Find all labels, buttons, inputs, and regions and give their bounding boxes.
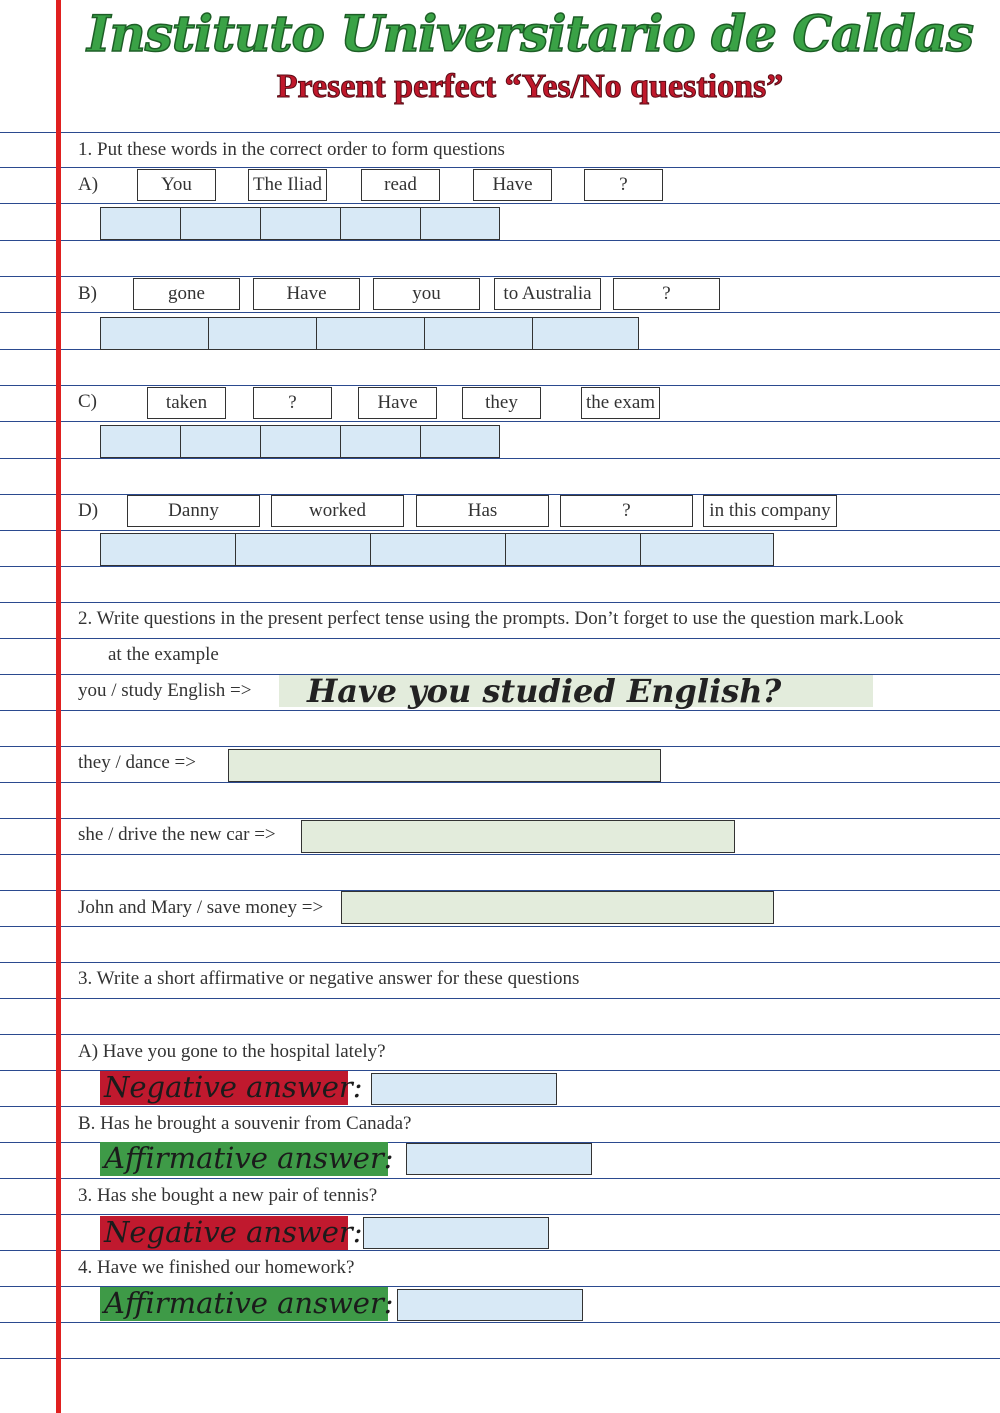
word-tile[interactable]: Danny bbox=[127, 495, 260, 527]
section1-instruction: 1. Put these words in the correct order to form questions bbox=[78, 139, 505, 160]
item-d-label: D) bbox=[78, 500, 99, 521]
item-c-label: C) bbox=[78, 391, 97, 412]
ruled-line bbox=[0, 1358, 1000, 1359]
question-text: 4. Have we finished our homework? bbox=[78, 1257, 355, 1278]
word-tile[interactable]: The Iliad bbox=[248, 169, 327, 201]
ruled-line bbox=[0, 167, 1000, 168]
ruled-line bbox=[0, 421, 1000, 422]
prompt-label: she / drive the new car => bbox=[78, 824, 276, 845]
ruled-line bbox=[0, 782, 1000, 783]
margin-line bbox=[56, 0, 61, 1413]
ruled-line bbox=[0, 203, 1000, 204]
ruled-line bbox=[0, 1034, 1000, 1035]
drop-slot[interactable] bbox=[100, 533, 236, 566]
question-input[interactable] bbox=[301, 820, 735, 853]
short-answer-input[interactable] bbox=[371, 1073, 557, 1105]
ruled-line bbox=[0, 276, 1000, 277]
question-input[interactable] bbox=[341, 891, 774, 924]
ruled-line bbox=[0, 240, 1000, 241]
ruled-line bbox=[0, 132, 1000, 133]
drop-slot[interactable] bbox=[340, 207, 421, 240]
drop-slot[interactable] bbox=[260, 207, 341, 240]
ruled-line bbox=[0, 1322, 1000, 1323]
ruled-line bbox=[0, 1178, 1000, 1179]
topic-title: Present perfect “Yes/No questions” bbox=[276, 68, 784, 105]
institution-title: Instituto Universitario de Caldas bbox=[86, 4, 974, 63]
ruled-line bbox=[0, 385, 1000, 386]
item-a-label: A) bbox=[78, 174, 99, 195]
drop-slot[interactable] bbox=[420, 425, 500, 458]
word-tile[interactable]: worked bbox=[271, 495, 404, 527]
negative-answer-label: Negative answer: bbox=[100, 1216, 348, 1250]
word-tile[interactable]: Have bbox=[358, 387, 437, 419]
ruled-line bbox=[0, 1106, 1000, 1107]
word-tile[interactable]: taken bbox=[147, 387, 226, 419]
question-text: B. Has he brought a souvenir from Canada? bbox=[78, 1113, 412, 1134]
ruled-line bbox=[0, 818, 1000, 819]
question-input[interactable] bbox=[228, 749, 661, 782]
ruled-line bbox=[0, 530, 1000, 531]
ruled-line bbox=[0, 998, 1000, 999]
word-tile[interactable]: in this company bbox=[703, 495, 837, 527]
item-b-label: B) bbox=[78, 283, 97, 304]
ruled-line bbox=[0, 638, 1000, 639]
word-tile[interactable]: ? bbox=[253, 387, 332, 419]
word-tile[interactable]: to Australia bbox=[494, 278, 601, 310]
word-tile[interactable]: ? bbox=[584, 169, 663, 201]
word-tile[interactable]: you bbox=[373, 278, 480, 310]
ruled-line bbox=[0, 312, 1000, 313]
ruled-line bbox=[0, 746, 1000, 747]
word-tile[interactable]: Has bbox=[416, 495, 549, 527]
drop-slot[interactable] bbox=[260, 425, 341, 458]
drop-slot[interactable] bbox=[420, 207, 500, 240]
word-tile[interactable]: ? bbox=[613, 278, 720, 310]
negative-answer-label: Negative answer: bbox=[100, 1071, 348, 1105]
section3-instruction: 3. Write a short affirmative or negative answer for these questions bbox=[78, 968, 580, 989]
drop-slot[interactable] bbox=[208, 317, 317, 350]
word-tile[interactable]: Have bbox=[253, 278, 360, 310]
drop-slot[interactable] bbox=[235, 533, 371, 566]
drop-slot[interactable] bbox=[424, 317, 533, 350]
drop-slot[interactable] bbox=[370, 533, 506, 566]
ruled-line bbox=[0, 710, 1000, 711]
word-tile[interactable]: gone bbox=[133, 278, 240, 310]
affirmative-answer-label: Affirmative answer: bbox=[100, 1287, 388, 1321]
ruled-line bbox=[0, 602, 1000, 603]
ruled-line bbox=[0, 458, 1000, 459]
ruled-line bbox=[0, 1250, 1000, 1251]
affirmative-answer-label: Affirmative answer: bbox=[100, 1142, 388, 1176]
example-prompt: you / study English => bbox=[78, 680, 252, 701]
ruled-line bbox=[0, 962, 1000, 963]
drop-slot[interactable] bbox=[100, 207, 181, 240]
short-answer-input[interactable] bbox=[397, 1289, 583, 1321]
word-tile[interactable]: ? bbox=[560, 495, 693, 527]
ruled-line bbox=[0, 854, 1000, 855]
word-tile[interactable]: Have bbox=[473, 169, 552, 201]
word-tile[interactable]: the exam bbox=[581, 387, 660, 419]
drop-slot[interactable] bbox=[340, 425, 421, 458]
section2-instruction-cont: at the example bbox=[108, 644, 219, 665]
example-answer: Have you studied English? bbox=[279, 675, 873, 707]
question-text: A) Have you gone to the hospital lately? bbox=[78, 1041, 386, 1062]
prompt-label: John and Mary / save money => bbox=[78, 897, 324, 918]
short-answer-input[interactable] bbox=[363, 1217, 549, 1249]
drop-slot[interactable] bbox=[100, 317, 209, 350]
drop-slot[interactable] bbox=[505, 533, 641, 566]
word-tile[interactable]: You bbox=[137, 169, 216, 201]
prompt-label: they / dance => bbox=[78, 752, 196, 773]
drop-slot[interactable] bbox=[640, 533, 774, 566]
drop-slot[interactable] bbox=[316, 317, 425, 350]
question-text: 3. Has she bought a new pair of tennis? bbox=[78, 1185, 378, 1206]
short-answer-input[interactable] bbox=[406, 1143, 592, 1175]
word-tile[interactable]: they bbox=[462, 387, 541, 419]
ruled-line bbox=[0, 926, 1000, 927]
section2-instruction: 2. Write questions in the present perfect tense using the prompts. Don’t forget to use the question mark.Look bbox=[78, 608, 904, 629]
drop-slot[interactable] bbox=[100, 425, 181, 458]
word-tile[interactable]: read bbox=[361, 169, 440, 201]
ruled-line bbox=[0, 566, 1000, 567]
drop-slot[interactable] bbox=[180, 207, 261, 240]
drop-slot[interactable] bbox=[180, 425, 261, 458]
drop-slot[interactable] bbox=[532, 317, 639, 350]
